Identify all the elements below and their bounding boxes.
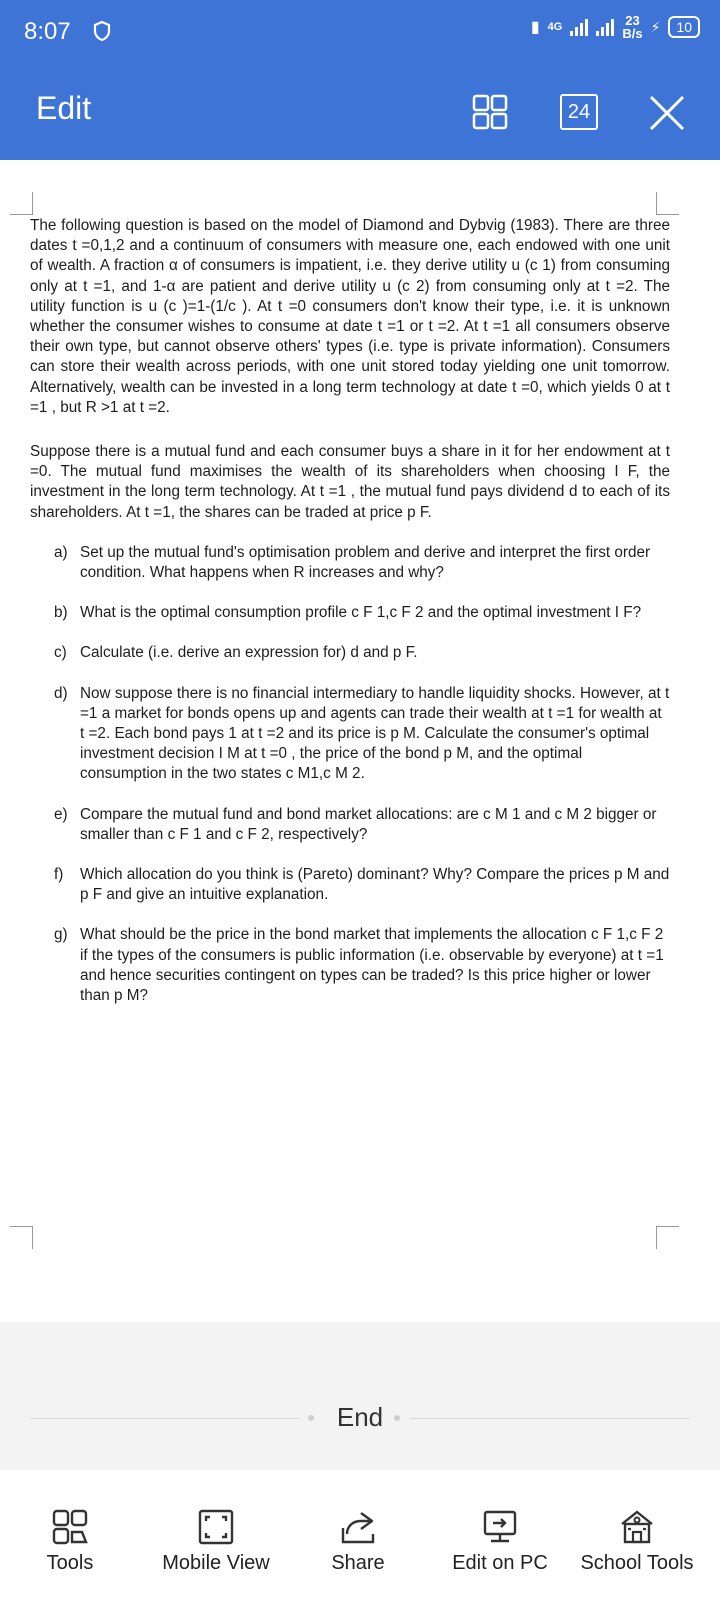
question-label: c) (54, 644, 67, 662)
bottom-toolbar (0, 1488, 720, 1600)
crop-mark-bottom-right (656, 1226, 679, 1249)
close-icon[interactable] (648, 94, 686, 132)
end-divider-right (410, 1418, 690, 1419)
crop-mark-bottom-left (10, 1226, 33, 1249)
question-label: a) (54, 543, 68, 561)
speed-value: 23 (625, 13, 640, 28)
speed-unit: B/s (622, 26, 643, 41)
share-button[interactable] (308, 1488, 408, 1600)
question-text: Which allocation do you think is (Pareto) dominant? Why? Compare the prices p M and p F and give an intuitive explanation. (80, 866, 670, 904)
end-label: End (336, 1402, 384, 1432)
intro-paragraph: The following question is based on the model of Diamond and Dybvig (1983). There are three dates t =0,1,2 and a continuum of consumers with measure one, each endowed with one unit of wealth. A fraction α of consumers is impatient, i.e. they derive utility u (c 1) from consuming only at t =1, and 1-α are patient and derive utility u (c 2) from consuming only at t =2. The utility function is u (c )=1-(1/c ). At t =0 consumers don't know their type, i.e. it is unknown whether the consumer wishes to consume at date t =1 or t =2. At t =1 all consumers observe their own type, but cannot observe others' types (i.e. type is private information). Consumers can store their wealth across periods, with one unit stored today yielding one unit tomorrow. Alternatively, wealth can be invested in a long term technology at date t =0, which yields 0 at t =1 , but R >1 at t =2. (30, 217, 670, 416)
status-bar (0, 0, 720, 64)
question-text: What should be the price in the bond market that implements the allocation c F 1,c F 2 if the types of the consumers is public information (i.e. observable by everyone) at t =1 and hence securities contingent on types can be traded? Is this price higher or lower than p M? (80, 926, 664, 1005)
question-label: f) (54, 866, 64, 884)
question-item (30, 643, 670, 663)
mobile-view-button[interactable] (146, 1488, 286, 1600)
question-label: g) (54, 926, 68, 944)
crop-mark-top-left (10, 192, 33, 215)
vibrate-icon: ▮ (530, 19, 540, 36)
question-item (30, 805, 670, 845)
question-label: b) (54, 604, 68, 622)
school-tools-button[interactable] (572, 1488, 702, 1600)
question-item (30, 603, 670, 623)
question-item (30, 543, 670, 583)
question-text: Compare the mutual fund and bond market allocations: are c M 1 and c M 2 bigger or smaller than c F 1 and c F 2, respectively? (80, 805, 657, 843)
edit-on-pc-button[interactable] (440, 1488, 560, 1600)
mobile-view-icon (197, 1508, 235, 1546)
question-item (30, 925, 670, 1006)
school-tools-icon (618, 1508, 656, 1546)
mobile-view-label: Mobile View (162, 1552, 270, 1574)
crop-mark-top-right (656, 192, 679, 215)
tab-count-button[interactable]: 24 (560, 94, 598, 130)
school-tools-label: School Tools (580, 1552, 694, 1574)
shield-icon (92, 20, 112, 42)
question-text: What is the optimal consumption profile c F 1,c F 2 and the optimal investment I F? (80, 604, 642, 622)
network-type: 4G (547, 21, 563, 33)
edit-on-pc-icon (481, 1508, 519, 1546)
signal-icon (570, 18, 588, 36)
tools-label: Tools (46, 1552, 94, 1574)
end-section (0, 1322, 720, 1470)
question-item (30, 684, 670, 785)
tools-button[interactable] (20, 1488, 120, 1600)
app-header (0, 64, 720, 160)
question-text: Now suppose there is no financial intermediary to handle liquidity shocks. However, at t =1 a market for bonds opens up and agents can trade their wealth at t =1 for wealth at t =2. Each bond pays 1 at t =2 and its price is p M. Calculate the consumer's optimal investment decision I M at t =0 , the price of the bond p M, and the optimal consumption in the two states c M1,c M 2. (80, 684, 670, 783)
page-title: Edit (36, 90, 92, 126)
battery-level: 10 (668, 16, 700, 38)
tools-icon (51, 1508, 89, 1546)
share-icon (339, 1508, 377, 1546)
question-label: d) (54, 684, 68, 702)
network-speed (622, 14, 642, 40)
question-list (30, 543, 670, 1006)
charging-icon: ⚡ (650, 18, 661, 35)
share-label: Share (331, 1552, 385, 1574)
question-item (30, 865, 670, 905)
mutual-fund-paragraph: Suppose there is a mutual fund and each consumer buys a share in it for her endowment at t =0. The mutual fund maximises the wealth of its shareholders when choosing I F, the investment in the long term technology. At t =1 , the mutual fund pays dividend d to each of its shareholders. At t =1, the shares can be traded at price p F. (30, 443, 670, 521)
edit-on-pc-label: Edit on PC (452, 1552, 548, 1574)
signal-icon-2 (596, 18, 614, 36)
question-label: e) (54, 805, 68, 823)
question-text: Set up the mutual fund's optimisation problem and derive and interpret the first order condition. What happens when R increases and why? (80, 543, 651, 582)
question-text: Calculate (i.e. derive an expression for) d and p F. (80, 644, 418, 662)
document-body[interactable] (30, 216, 670, 1006)
grid-icon[interactable] (472, 94, 508, 130)
status-time: 8:07 (24, 18, 71, 45)
end-dot-right (394, 1415, 400, 1421)
